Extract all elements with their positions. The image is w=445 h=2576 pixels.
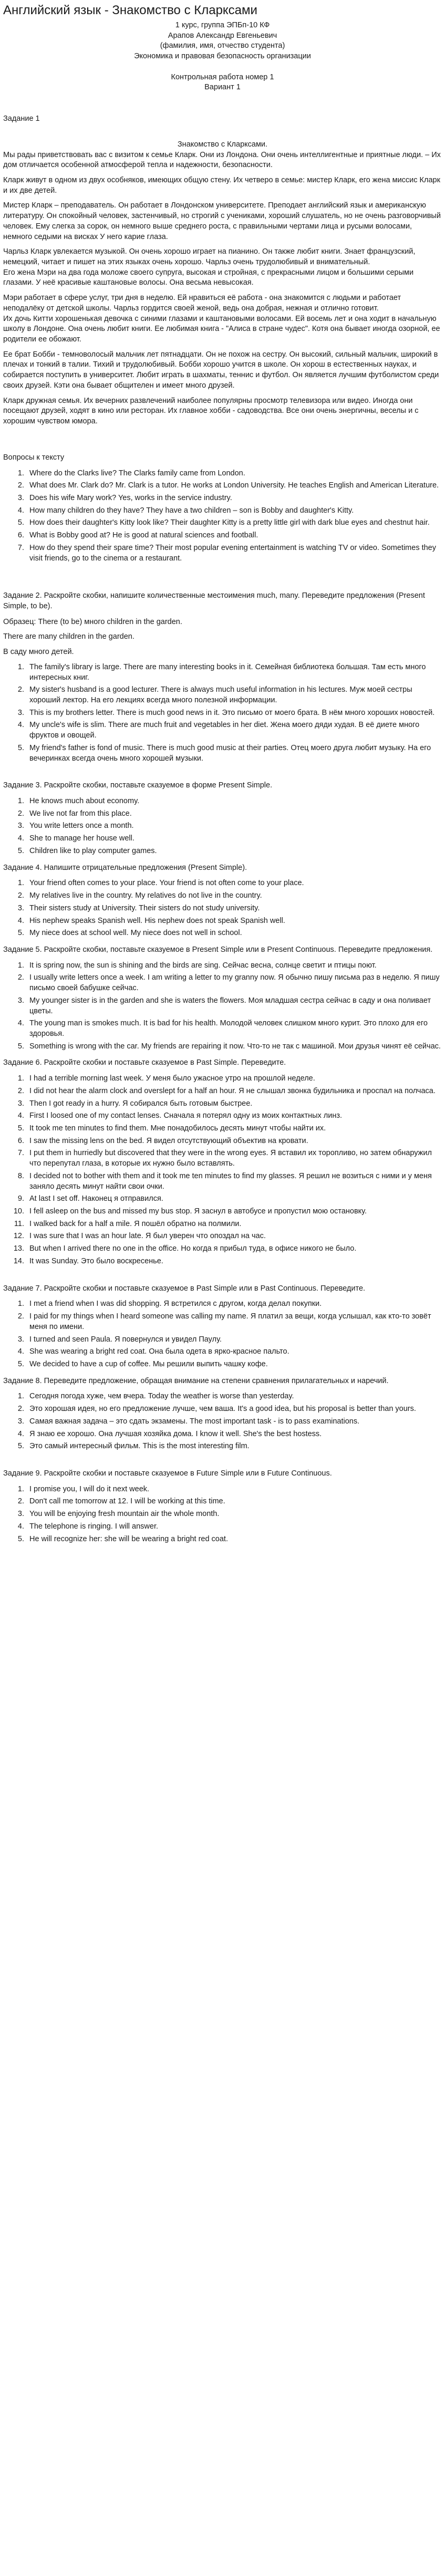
header-lines (3, 20, 442, 62)
header-line: (фамилия, имя, отчество студента) (160, 41, 285, 50)
list-item: 4. She was wearing a bright red coat. Она была одета в ярко-красное пальто. (26, 1347, 442, 1357)
text-title: Знакомство с Кларксами. (177, 140, 268, 149)
list-item: 4. My uncle's wife is slim. There are much fruit and vegetables in her diet. Жена моего дяди худая. В её диете много фруктов и овощей. (26, 720, 442, 741)
document-title: Английский язык - Знакомство с Кларксами (3, 3, 257, 17)
questions-list (3, 469, 442, 564)
list-item: 5. He will recognize her: she will be wearing a bright red coat. (26, 1534, 442, 1545)
list-item: 1. I met a friend when I was did shopping. Я встретился с другом, когда делал покупки. (26, 1299, 442, 1310)
header-line: 1 курс, группа ЭПБп-10 КФ (175, 20, 270, 29)
list-item: 12. I was sure that I was an hour late. Я был уверен что опоздал на час. (26, 1231, 442, 1242)
list-item: 5. Children like to play computer games. (26, 846, 442, 857)
list-item: 3. You will be enjoying fresh mountain air the whole month. (26, 1509, 442, 1520)
text-paragraph: Чарльз Кларк увлекается музыкой. Он очень хорошо играет на пианино. Он также любит книги. Знает французский, немецкий, читает и пишет на этих языках очень хорошо. Чарльз очень трудолюбивый и внимательный. Его жена Мэри на два года моложе своего супруга, высокая и стройная, с прекрасными лицом и большими серыми глазами. У неё красивые каштановые волосы. Она весьма невысокая. (3, 247, 416, 287)
task2-example-translation: В саду много детей. (3, 648, 74, 657)
list-item: 2. My relatives live in the country. My relatives do not live in the country. (26, 891, 442, 901)
task3-heading: Задание 3. Раскройте скобки, поставьте сказуемое в форме Present Simple. (3, 781, 273, 790)
text-paragraph: Ее брат Бобби - темноволосый мальчик лет пятнадцати. Он не похож на сестру. Он высокий, сильный мальчик, широкий в плечах и тонкий в талии. Тихий и трудолюбивый. Бобби хорошо учится в школе. Он хорош в естественных науках, и собирается поступить в университет. Любит играть в шахматы, теннис и футбол. Он является лучшим футболистом среди своих друзей. Кэти она бывает общителен и имеет много друзей. (3, 350, 439, 390)
variant-title: Вариант 1 (204, 83, 241, 92)
list-item: 1. He knows much about economy. (26, 796, 442, 807)
list-item: 4. How many children do they have? They have a two children – son is Bobby and daughter's Kitty. (26, 506, 442, 516)
list-item: 4. His nephew speaks Spanish well. His nephew does not speak Spanish well. (26, 916, 442, 927)
task5-heading: Задание 5. Раскройте скобки, поставьте сказуемое в Present Simple или в Present Continuous. Переведите предложения. (3, 945, 433, 954)
task9-list (3, 1484, 442, 1545)
list-item: 1. It is spring now, the sun is shining and the birds are sing. Сейчас весна, солнце светит и птицы поют. (26, 961, 442, 971)
list-item: 14. It was Sunday. Это было воскресенье. (26, 1256, 442, 1267)
questions-heading: Вопросы к тексту (3, 453, 65, 462)
list-item: 3. I turned and seen Paula. Я повернулся и увидел Паулу. (26, 1335, 442, 1345)
list-item: 2. My sister's husband is a good lecturer. There is always much useful information in his lectures. Муж моей сестры хороший лектор. На его лекциях всегда много полезной информации. (26, 685, 442, 705)
task8-list (3, 1391, 442, 1452)
list-item: 1. I promise you, I will do it next week. (26, 1484, 442, 1495)
list-item: 5. How does their daughter's Kitty look like? Their daughter Kitty is a pretty little girl with dark blue eyes and chestnut hair. (26, 518, 442, 528)
list-item: 7. How do they spend their spare time? Their most popular evening entertainment is watching TV or video. Sometimes they visit friends, go to the cinema or a restaurant. (26, 543, 442, 564)
task7-list (3, 1299, 442, 1369)
list-item: 5. We decided to have a cup of coffee. Мы решили выпить чашку кофе. (26, 1359, 442, 1370)
list-item: 2. Это хорошая идея, но его предложение лучше, чем ваша. It's a good idea, but his proposal is better than yours. (26, 1404, 442, 1415)
header-line: Экономика и правовая безопасность организации (134, 51, 311, 60)
list-item: 4. The telephone is ringing. I will answer. (26, 1522, 442, 1532)
list-item: 4. Я знаю ее хорошо. Она лучшая хозяйка дома. I know it well. She's the best hostess. (26, 1429, 442, 1440)
task2-example-answer: There are many children in the garden. (3, 632, 134, 641)
list-item: 3. This is my brothers letter. There is much good news in it. Это письмо от моего брата. В нём много хороших новостей. (26, 708, 442, 719)
list-item: 4. First I loosed one of my contact lenses. Сначала я потерял одну из моих контактных линз. (26, 1111, 442, 1121)
task2-list (3, 662, 442, 764)
text-paragraph: Кларк живут в одном из двух особняков, имеющих общую стену. Их четверо в семье: мистер Кларк, его жена миссис Кларк и их две детей. (3, 175, 440, 195)
list-item: 2. I usually write letters once a week. I am writing a letter to my granny now. Я обычно пишу письма раз в неделю. Я пишу письмо своей бабушке сейчас. (26, 973, 442, 993)
task6-heading: Задание 6. Раскройте скобки и поставьте сказуемое в Past Simple. Переведите. (3, 1058, 286, 1067)
list-item: 5. My niece does at school well. My niece does not well in school. (26, 928, 442, 939)
list-item: 6. What is Bobby good at? He is good at natural sciences and football. (26, 531, 442, 541)
list-item: 2. Don't call me tomorrow at 12. I will be working at this time. (26, 1497, 442, 1507)
list-item: 1. The family's library is large. There are many interesting books in it. Семейная библиотека большая. Там есть много интересных книг. (26, 662, 442, 683)
text-paragraph: Мы рады приветствовать вас с визитом к семье Кларк. Они из Лондона. Они очень интеллигентные и приятные люди. – Их дом отличается особенной атмосферой тепла и надежности, безопасности. (3, 150, 441, 170)
task5-list (3, 961, 442, 1052)
list-item: 5. My friend's father is fond of music. There is much good music at their parties. Отец моего друга любит музыку. На его вечеринках всегда очень много хорошей музыки. (26, 743, 442, 764)
list-item: 11. I walked back for a half a mile. Я пошёл обратно на полмили. (26, 1219, 442, 1230)
task1-text (3, 150, 442, 427)
list-item: 9. At last I set off. Наконец я отправился. (26, 1194, 442, 1204)
header-line: Арапов Александр Евгеньевич (168, 31, 277, 40)
list-item: 3. Самая важная задача – это сдать экзамены. The most important task - is to pass examinations. (26, 1417, 442, 1427)
task2-example: Образец: There (to be) много children in the garden. (3, 617, 182, 626)
list-item: 4. The young man is smokes much. It is bad for his health. Молодой человек слишком много курит. Это плохо для его здоровья. (26, 1019, 442, 1039)
list-item: 2. I did not hear the alarm clock and overslept for a half an hour. Я не слышал звонка будильника и проспал на полчаса. (26, 1086, 442, 1097)
list-item: 13. But when I arrived there no one in the office. Но когда я прибыл туда, в офисе никого не было. (26, 1244, 442, 1254)
list-item: 1. Your friend often comes to your place. Your friend is not often come to your place. (26, 878, 442, 889)
list-item: 5. Something is wrong with the car. My friends are repairing it now. Что-то не так с машиной. Мои друзья чинят её сейчас. (26, 1042, 442, 1052)
task8-heading: Задание 8. Переведите предложение, обращая внимание на степени сравнения прилагательных и наречий. (3, 1376, 389, 1385)
list-item: 4. She to manage her house well. (26, 834, 442, 844)
list-item: 8. I decided not to bother with them and it took me ten minutes to find my glasses. Я решил не возиться с ними и у меня заняло десять минут найти свои очки. (26, 1171, 442, 1192)
list-item: 2. We live not far from this place. (26, 809, 442, 819)
list-item: 3. Their sisters study at University. Their sisters do not study university. (26, 903, 442, 914)
task2-heading: Задание 2. Раскройте скобки, напишите количественные местоимения much, many. Переведите предложения (Present Simple, to be). (3, 591, 425, 610)
task6-list (3, 1074, 442, 1267)
list-item: 3. Does his wife Mary work? Yes, works in the service industry. (26, 493, 442, 504)
task3-list (3, 796, 442, 857)
list-item: 7. I put them in hurriedly but discovered that they were in the wrong eyes. Я вставил их торопливо, но затем обнаружил что перепутал глаза, в которые их нужно было вставлять. (26, 1148, 442, 1169)
list-item: 2. What does Mr. Clark do? Mr. Clark is a tutor. He works at London University. He teaches English and American Literature. (26, 481, 442, 491)
list-item: 1. I had a terrible morning last week. У меня было ужасное утро на прошлой неделе. (26, 1074, 442, 1084)
list-item: 1. Where do the Clarks live? The Clarks family came from London. (26, 469, 442, 479)
text-paragraph: Мистер Кларк – преподаватель. Он работает в Лондонском университете. Преподает английский язык и американскую литературу. Он спокойный человек, застенчивый, но строгий с учениками, хороший слушатель, но не очень разговорчивый человек. Ему слегка за сорок, он немного выше среднего роста, с правильными чертами лица и русыми волосами, немного седыми на висках У него карие глаза. (3, 201, 441, 241)
list-item: 10. I fell asleep on the bus and missed my bus stop. Я заснул в автобусе и пропустил мою остановку. (26, 1207, 442, 1217)
list-item: 3. Then I got ready in a hurry. Я собирался быть готовым быстрее. (26, 1099, 442, 1109)
text-paragraph: Кларк дружная семья. Их вечерних развлечений наиболее популярны просмотр телевизора или видео. Иногда они посещают друзей, ходят в кино или ресторан. Их главное хобби - садоводства. Все они очень энергичны, веселы и с хорошим чувством юмора. (3, 396, 419, 426)
task1-heading: Задание 1 (3, 115, 40, 123)
list-item: 3. My younger sister is in the garden and she is waters the flowers. Моя младшая сестра сейчас в саду и она поливает цветы. (26, 996, 442, 1016)
work-title: Контрольная работа номер 1 (171, 72, 274, 81)
task4-list (3, 878, 442, 939)
list-item: 5. It took me ten minutes to find them. Мне понадобилось десять минут чтобы найти их. (26, 1124, 442, 1134)
list-item: 2. I paid for my things when I heard someone was calling my name. Я платил за вещи, когда услышал, как кто-то зовёт меня по имени. (26, 1312, 442, 1332)
list-item: 3. You write letters once a month. (26, 821, 442, 832)
task9-heading: Задание 9. Раскройте скобки и поставьте сказуемое в Future Simple или в Future Continuous. (3, 1469, 332, 1478)
list-item: 6. I saw the missing lens on the bed. Я видел отсутствующий объектив на кровати. (26, 1136, 442, 1147)
text-paragraph: Мэри работает в сфере услуг, три дня в неделю. Ей нравиться её работа - она знакомится с людьми и работает неподалёку от детской школы. Чарльз гордится своей женой, ведь она добрая, нежная и отлично готовит. Их дочь Китти хорошенькая девочка с синими глазами и каштановыми волосами. Ей восемь лет и она ходит в начальную школу в Лондоне. Она очень любит книги. Ее любимая книга - "Алиса в стране чудес". Котя она бывает иногда озорной, ее родители ее обожают. (3, 294, 440, 344)
task7-heading: Задание 7. Раскройте скобки и поставьте сказуемое в Past Simple или в Past Continuous. Переведите. (3, 1284, 366, 1293)
task4-heading: Задание 4. Напишите отрицательные предложения (Present Simple). (3, 863, 247, 872)
list-item: 1. Сегодня погода хуже, чем вчера. Today the weather is worse than yesterday. (26, 1391, 442, 1402)
list-item: 5. Это самый интересный фильм. This is the most interesting film. (26, 1441, 442, 1452)
